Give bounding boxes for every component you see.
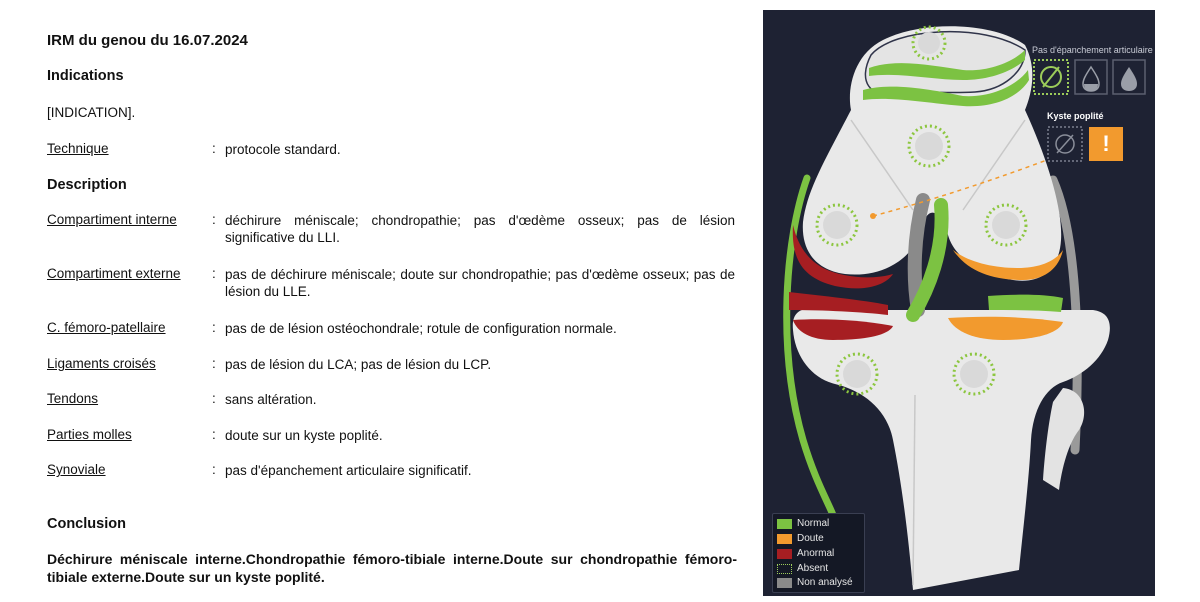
row-value: déchirure méniscale; chondropathie; pas d'œdème osseux; pas de lésion significative du LLI. — [225, 213, 735, 245]
row-label: Parties molles — [47, 427, 132, 442]
row-label: Ligaments croisés — [47, 356, 156, 371]
legend-item-absent — [777, 562, 828, 575]
row-value: pas de lésion du LCA; pas de lésion du LCP. — [225, 357, 492, 372]
row-label: C. fémoro-patellaire — [47, 320, 166, 335]
legend-item-doute — [777, 532, 824, 545]
row-label: Compartiment externe — [47, 266, 181, 281]
row-value: doute sur un kyste poplité. — [225, 428, 383, 443]
technique-value: protocole standard. — [225, 142, 341, 157]
conclusion-text: Déchirure méniscale interne.Chondropathie fémoro-tibiale interne.Doute sur chondropathie fémoro-tibiale externe.Doute sur un kyste poplité. — [47, 551, 737, 585]
kyste-label: Kyste poplité — [1047, 111, 1104, 121]
row-colon: : — [212, 356, 216, 371]
legend-label: Non analysé — [797, 577, 853, 588]
legend-item-anormal — [777, 547, 834, 560]
indications-heading: Indications — [47, 68, 124, 84]
row-value: pas d'épanchement articulaire significatif. — [225, 463, 472, 478]
row-colon: : — [212, 391, 216, 406]
legend-swatch — [777, 578, 792, 588]
indication-text: [INDICATION]. — [47, 105, 136, 120]
row-colon: : — [212, 462, 216, 477]
conclusion-heading: Conclusion — [47, 516, 126, 532]
lateral-meniscus — [988, 295, 1063, 312]
description-heading: Description — [47, 177, 127, 193]
row-colon: : — [212, 212, 216, 227]
technique-colon: : — [212, 141, 216, 156]
legend-swatch — [777, 564, 792, 574]
legend-label: Absent — [797, 563, 829, 574]
row-colon: : — [212, 266, 216, 281]
legend-item-non-analyse — [777, 576, 853, 589]
row-label: Tendons — [47, 391, 99, 406]
effusion-label: Pas d'épanchement articulaire — [1032, 45, 1153, 55]
row-colon: : — [212, 427, 216, 442]
row-value: sans altération. — [225, 392, 317, 407]
report-title: IRM du genou du 16.07.2024 — [47, 32, 248, 49]
legend-label: Normal — [797, 518, 830, 529]
row-label: Synoviale — [47, 462, 106, 477]
row-colon: : — [212, 320, 216, 335]
row-value: pas de de lésion ostéochondrale; rotule de configuration normale. — [225, 321, 617, 336]
legend-swatch — [777, 519, 792, 529]
legend-swatch — [777, 549, 792, 559]
legend-label: Anormal — [797, 548, 835, 559]
legend-label: Doute — [797, 533, 824, 544]
technique-label: Technique — [47, 141, 109, 156]
knee-illustration — [763, 10, 1155, 596]
legend-swatch — [777, 534, 792, 544]
row-label: Compartiment interne — [47, 212, 177, 227]
knee-diagram — [763, 10, 1155, 596]
row-value: pas de déchirure méniscale; doute sur chondropathie; pas d'œdème osseux; pas de lésion du LLE. — [225, 267, 735, 299]
legend-item-normal — [777, 517, 829, 530]
legend — [772, 513, 865, 593]
warning-icon: ! — [1089, 127, 1123, 161]
radiology-report — [47, 0, 747, 602]
